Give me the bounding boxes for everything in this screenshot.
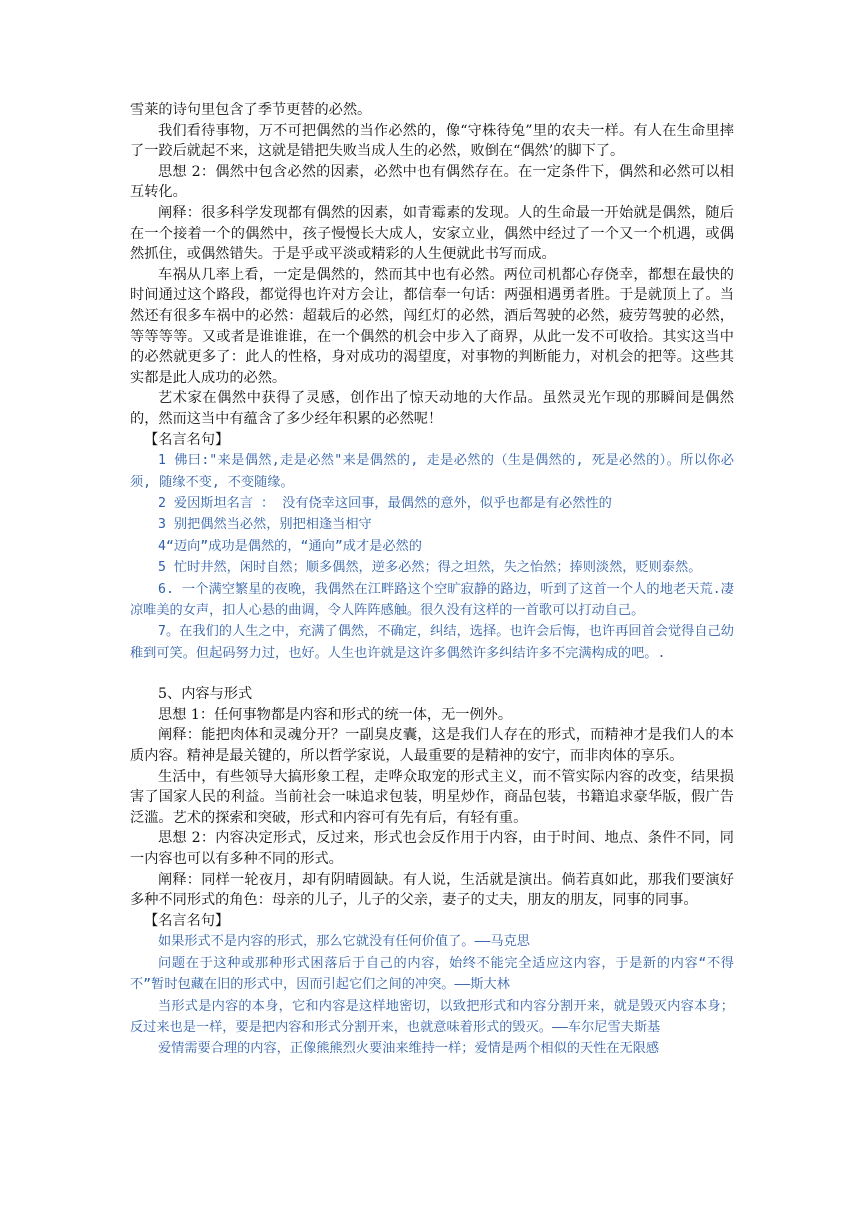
quote: 爱情需要合理的内容，正像熊熊烈火要油来维持一样；爱情是两个相似的天性在无限感: [158, 1041, 660, 1057]
paragraph: 我们看待事物，万不可把偶然的当作必然的，像“守株待兔”里的农夫一样。有人在生命里摔了一跤后就起不来，这就是错把失败当成人生的必然，败倒在“偶然’的脚下了。: [130, 122, 734, 160]
paragraph: 生活中，有些领导大搞形象工程，走哗众取宠的形式主义，而不管实际内容的改变，结果损害了国家人民的利益。当前社会一味追求包装，明星炒作，商品包装，书籍追求豪华版，假广告泛滥。艺术的探索和突破，形式和内容可有先有后，有轻有重。: [130, 768, 734, 826]
quote: 6. 一个满空繁星的夜晚，我偶然在江畔路这个空旷寂静的路边，听到了这首一个人的地老天荒.凄凉唯美的女声，扣人心悬的曲调，令人阵阵感触。很久没有这样的一首歌可以打动自己。: [130, 581, 734, 618]
quote: 1 佛曰:"来是偶然,走是必然"来是偶然的, 走是必然的（生是偶然的, 死是必然的）。所以你必须, 随缘不变, 不变随缘。: [130, 453, 734, 490]
section-heading: 【名言名句】: [144, 912, 230, 929]
quote: 如果形式不是内容的形式，那么它就没有任何价值了。——马克思: [158, 934, 530, 950]
paragraph: 艺术家在偶然中获得了灵感，创作出了惊天动地的大作品。虽然灵光乍现的那瞬间是偶然的，然而这当中有蕴含了多少经年积累的必然呢！: [130, 390, 734, 427]
quote: 7。在我们的人生之中，充满了偶然，不确定，纠结，选择。也许会后悔，也许再回首会觉得自己幼稚到可笑。但起码努力过，也好。人生也许就是这许多偶然许多纠结许多不完满构成的吧。.: [130, 624, 734, 661]
paragraph: 思想 1：任何事物都是内容和形式的统一体，无一例外。: [158, 706, 513, 723]
paragraph: 雪莱的诗句里包含了季节更替的必然。: [130, 102, 372, 118]
paragraph: 阐释：能把肉体和灵魂分开？一副臭皮囊，这是我们人存在的形式，而精神才是我们人的本质内容。精神是最关键的，所以哲学家说，人最重要的是精神的安宁，而非肉体的享乐。: [130, 727, 734, 764]
quote: 问题在于这种或那种形式困落后于自己的内容，始终不能完全适应这内容，于是新的内容“不得不”暂时包藏在旧的形式中，因而引起它们之间的冲突。——斯大林: [130, 955, 734, 993]
quote: 当形式是内容的本身，它和内容是这样地密切，以致把形式和内容分割开来，就是毁灭内容本身；反过来也是一样，要是把内容和形式分割开来，也就意味着形式的毁灭。——车尔尼雪夫斯基: [130, 998, 734, 1035]
document-page: [130, 100, 734, 1060]
paragraph: 阐释：很多科学发现都有偶然的因素，如青霉素的发现。人的生命最一开始就是偶然，随后在一个接着一个的偶然中，孩子慢慢长大成人，安家立业，偶然中经过了一个又一个机遇，或偶然抓住，或偶然错失。于是乎或平淡或精彩的人生便就此书写而成。: [130, 204, 734, 263]
quote: 4“迈向”成功是偶然的，“通向”成才是必然的: [158, 538, 422, 554]
quote: 5 忙时井然，闲时自然；顺多偶然，逆多必然；得之坦然，失之怡然；捧则淡然，贬则泰然。: [158, 560, 702, 576]
quote: 2 爱因斯坦名言 ： 没有侥幸这回事，最偶然的意外，似乎也都是有必然性的: [158, 495, 612, 511]
section-heading: 【名言名句】: [144, 431, 230, 448]
paragraph: 阐释：同样一轮夜月，却有阴晴圆缺。有人说，生活就是演出。倘若真如此，那我们要演好多种不同形式的角色：母亲的儿子，儿子的父亲，妻子的丈夫，朋友的朋友，同事的同事。: [130, 871, 734, 909]
paragraph: 车祸从几率上看，一定是偶然的，然而其中也有必然。两位司机都心存侥幸，都想在最快的时间通过这个路段，都觉得也许对方会让，都信奉一句话：两强相遇勇者胜。于是就顶上了。当然还有很多车祸中的必然：超载后的必然，闯红灯的必然，酒后驾驶的必然，疲劳驾驶的必然，等等等等。又或者是谁谁谁，在一个偶然的机会中步入了商界，从此一发不可收拾。其实这当中的必然就更多了：此人的性格，身对成功的渴望度，对事物的判断能力，对机会的把等。这些其实都是此人成功的必然。: [130, 266, 734, 386]
section-title: 5、内容与形式: [158, 686, 253, 703]
paragraph: 思想 2：偶然中包含必然的因素，必然中也有偶然存在。在一定条件下，偶然和必然可以相互转化。: [130, 163, 734, 201]
paragraph: 思想 2：内容决定形式，反过来，形式也会反作用于内容，由于时间、地点、条件不同，同一内容也可以有多种不同的形式。: [130, 830, 734, 867]
quote: 3 别把偶然当必然，别把相逢当相守: [158, 517, 372, 533]
